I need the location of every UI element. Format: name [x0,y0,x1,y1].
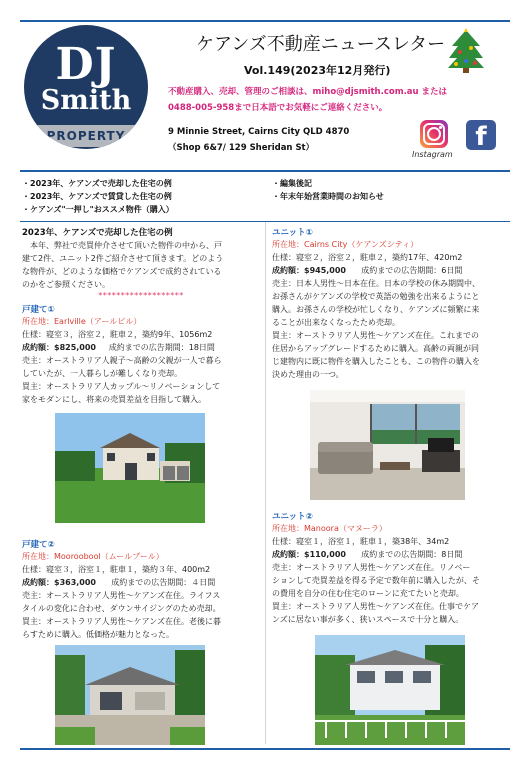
left-column [22,226,260,406]
listing-buyer: 買主：オーストラリア人男性～ケアンズ在住。これまでの 住居からアップグレードするために購入。高齢の両親が同 じ建物内に既に物件を購入したことも、この物件の購入を 決めた理由の一つ。 [272,331,480,379]
right-listing-2 [272,510,510,626]
address-line-2: （Shop 6&7/ 129 Sheridan St） [168,143,315,153]
logo-dj: DJ [55,39,117,90]
listing-days: 成約までの広告期間：8日間 [361,550,463,559]
listing-seller: 売主：オーストラリア人男性～ケアンズ在住。ライフス タイルの変化に合わせ、ダウンサイジングのため売却。 [22,591,221,613]
listing-heading: 戸建て② [22,540,55,550]
listing-price-row [22,576,260,589]
right-column [272,226,510,381]
top-rule [20,20,510,22]
earlville-house-photo [55,413,205,523]
intro-text: 本年、弊社で売買仲介させて頂いた物件の中から、戸 建て2件、ユニット2件ご紹介させて頂きます。どのよう な物件が、どのような価格でケアンズで成約されている のかをご参照ください。 [22,241,224,289]
listing-days: 成約までの広告期間：４日間 [111,578,216,587]
listing-price-row [272,264,510,277]
toc-item[interactable]: ・2023年、ケアンズで賃貸した住宅の例 [22,192,172,201]
logo-smith: Smith [40,85,132,116]
facebook-icon[interactable]: f [466,120,496,150]
listing-spec: 仕様：寝室２，浴室２，駐車２，築約17年、420m2 [272,253,463,262]
bottom-rule [20,748,510,750]
toc-item[interactable]: ・2023年、ケアンズで売却した住宅の例 [22,179,172,188]
listing-price: 成約額：$825,000 [22,343,97,352]
listing-spec: 仕様：寝室３，浴室２，駐車２，築約9年、1056m2 [22,330,213,339]
listing-heading: 戸建て① [22,305,55,315]
listing-buyer: 買主：オーストラリア人カップル～リノベーションして 家をモダンにし、将来の売買差益を目指して購入。 [22,382,221,404]
toc-item[interactable]: ・年末年始営業時間のお知らせ [272,192,384,201]
star-divider: ******************* [98,291,184,300]
listing-heading: ユニット② [272,512,313,522]
office-address [168,124,349,156]
listing-buyer: 買主：オーストラリア人男性～ケアンズ在住。仕事でケア ンズに居ない事が多く、狭いスペースで十分と購入。 [272,602,480,624]
listing-seller: 売主：日本人男性～日本在住。日本の学校の休み期間中、 お孫さんがケアンズの学校で英語の勉強を出来るようにと 購入。お孫さんの学校が忙しくなり、ケアンズに頻繁に来 ることが出来なくなったため売却。 [272,279,480,327]
listing-buyer: 買主：オーストラリア人男性～ケアンズ在住。老後に暮 らすために購入。低価格が魅力となった。 [22,617,222,639]
newsletter-title: ケアンズ不動産ニュースレター [196,34,446,55]
cairns-city-unit-photo [310,390,465,500]
toc-right [272,177,502,203]
listing-price: 成約額：$945,000 [272,266,347,275]
listing-location: 所在地：Mooroobool（ムールブール） [22,552,164,561]
manoora-unit-photo [315,635,465,745]
toc-left [22,177,262,216]
listing-location: 所在地：Manoora（マヌーラ） [272,524,387,533]
column-divider [265,222,266,744]
logo-property: PROPERTY [24,125,148,147]
contact-line-2: 0488-005-958まで日本語でお気軽にご連絡ください。 [168,103,388,113]
listing-price: 成約額：$363,000 [22,578,97,587]
listing-seller: 売主：オーストラリア人親子～高齢の父親が一人で暮ら していたが、一人暮らしが難しくなり売却。 [22,356,222,378]
mooroobool-house-photo [55,645,205,745]
listing-spec: 仕様：寝室３，浴室１，駐車１，築約３年、400m2 [22,565,211,574]
contact-line-1[interactable]: 不動産購入、売却、管理のご相談は、miho@djsmith.com.au または [168,87,448,97]
left-listing-2 [22,538,260,641]
listing-spec: 仕様：寝室１，浴室１，駐車１，築38年、34m2 [272,537,450,546]
instagram-icon[interactable] [420,120,448,148]
contact-info [168,84,468,116]
listing-price-row [22,341,260,354]
address-line-1: 9 Minnie Street, Cairns City QLD 4870 [168,127,350,137]
listing-days: 成約までの広告期間：18日間 [108,343,215,352]
christmas-tree-icon [446,28,486,74]
section-title: 2023年、ケアンズで売却した住宅の例 [22,228,173,238]
listing-location: 所在地：Cairns City（ケアンズシティ） [272,240,419,249]
listing-heading: ユニット① [272,228,313,238]
dj-smith-logo [24,25,148,149]
header-rule [20,170,510,172]
listing-location: 所在地：Earlville（アールビル） [22,317,142,326]
listing-price-row [272,548,510,561]
toc-item[interactable]: ・編集後記 [272,179,312,188]
volume-label: Vol.149(2023年12月発行) [244,64,391,77]
instagram-label: Instagram [412,150,453,159]
listing-price: 成約額：$110,000 [272,550,347,559]
listing-days: 成約までの広告期間：6日間 [361,266,463,275]
toc-item[interactable]: ・ケアンズ"一押し"おススメ物件（購入） [22,205,174,214]
listing-seller: 売主：オーストラリア人男性～ケアンズ在住。リノベー ションして売買差益を得る予定で数年前に購入したが、そ の費用を自分の住む住宅のローンに充てたいと売却。 [272,563,480,598]
